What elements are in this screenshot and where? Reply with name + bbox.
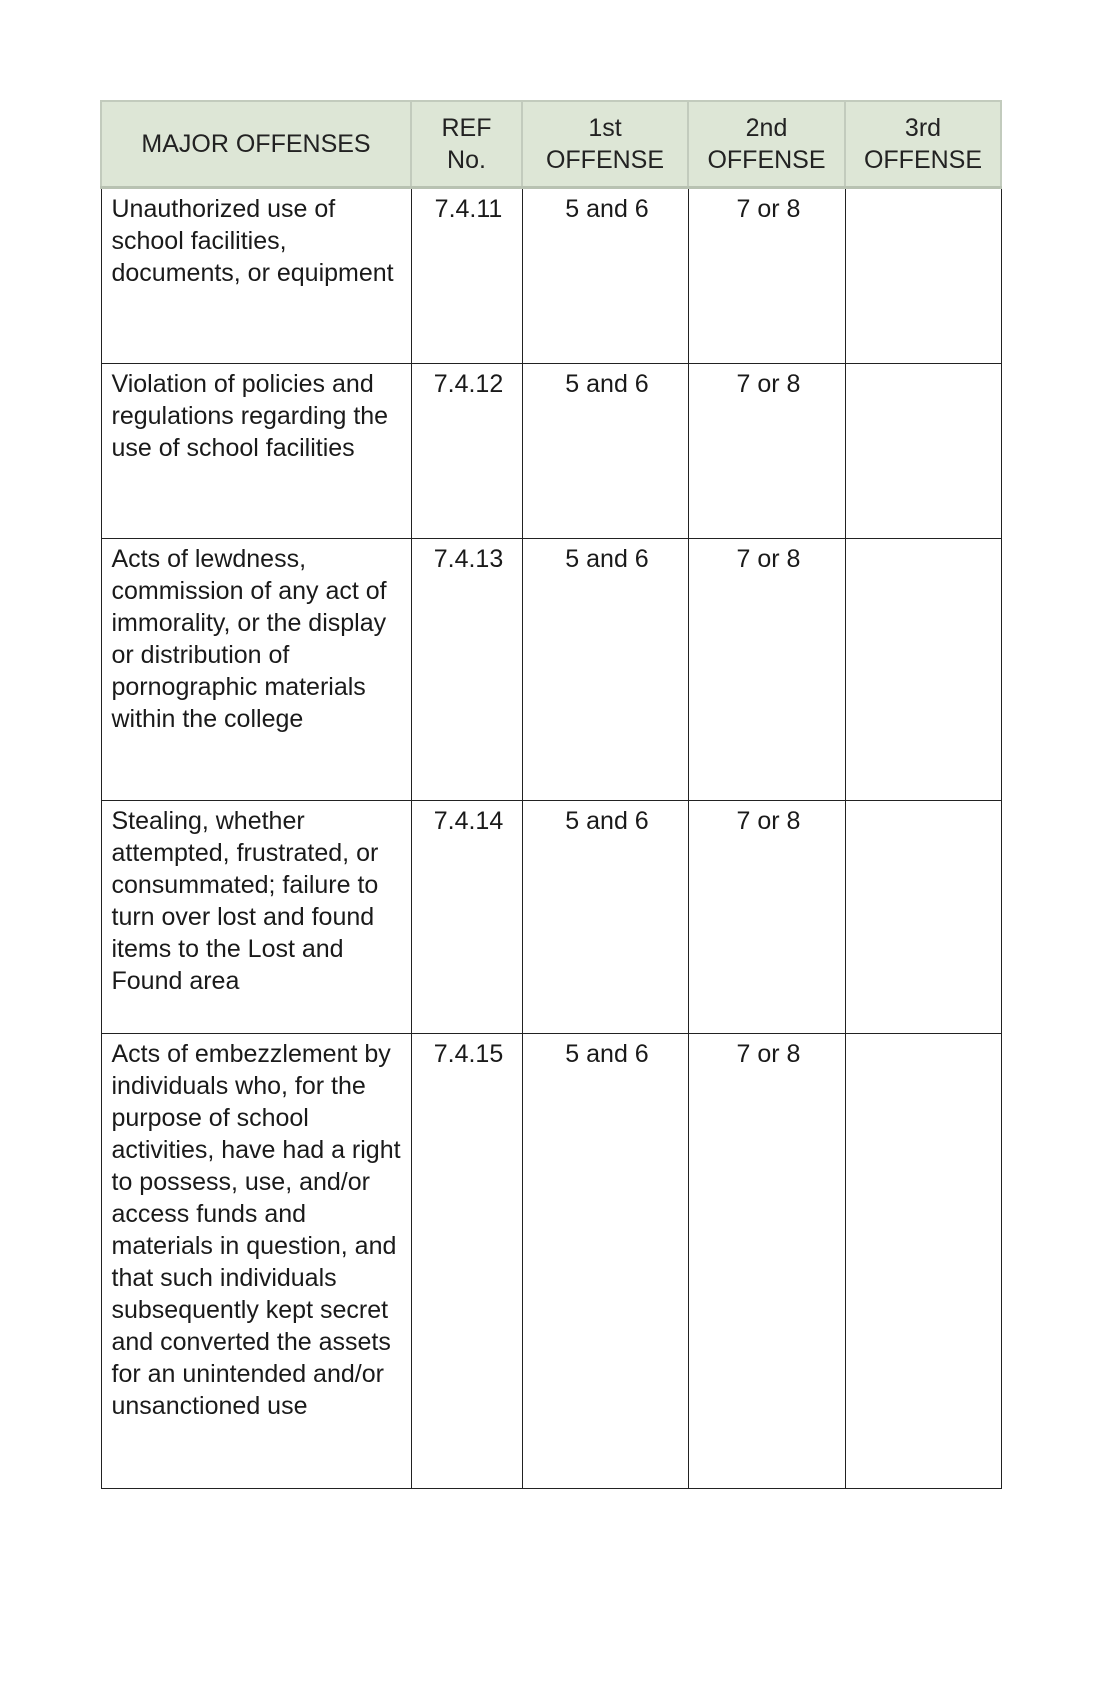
ref-number: 7.4.14 <box>411 801 522 1034</box>
header-third-line2: OFFENSE <box>863 146 983 174</box>
header-first-line2: OFFENSE <box>545 146 665 174</box>
header-third-offense <box>845 101 1001 188</box>
first-offense-sanction: 5 and 6 <box>522 1034 688 1489</box>
offense-description: Stealing, whether attempted, frustrated, or consummated; failure to turn over lost and found items to the Lost and Found area <box>101 801 411 1034</box>
table-row <box>101 188 1001 364</box>
header-first-line1: 1st <box>588 114 622 142</box>
ref-number: 7.4.12 <box>411 364 522 539</box>
table-header-row <box>101 101 1001 188</box>
header-second-offense <box>688 101 845 188</box>
table-row <box>101 801 1001 1034</box>
second-offense-sanction: 7 or 8 <box>688 1034 845 1489</box>
third-offense-sanction <box>845 1034 1001 1489</box>
ref-number: 7.4.13 <box>411 539 522 801</box>
header-major-offenses <box>101 101 411 188</box>
header-ref-line1: REF <box>441 114 492 142</box>
first-offense-sanction: 5 and 6 <box>522 188 688 364</box>
second-offense-sanction: 7 or 8 <box>688 539 845 801</box>
third-offense-sanction <box>845 801 1001 1034</box>
ref-number: 7.4.11 <box>411 188 522 364</box>
second-offense-sanction: 7 or 8 <box>688 188 845 364</box>
third-offense-sanction <box>845 364 1001 539</box>
header-second-line2: OFFENSE <box>707 146 826 174</box>
second-offense-sanction: 7 or 8 <box>688 364 845 539</box>
first-offense-sanction: 5 and 6 <box>522 364 688 539</box>
third-offense-sanction <box>845 188 1001 364</box>
offense-description: Acts of lewdness, commission of any act of immorality, or the display or distribution of pornographic materials within the college <box>101 539 411 801</box>
first-offense-sanction: 5 and 6 <box>522 539 688 801</box>
header-major-offenses-label: MAJOR OFFENSES <box>141 130 371 158</box>
ref-number: 7.4.15 <box>411 1034 522 1489</box>
first-offense-sanction: 5 and 6 <box>522 801 688 1034</box>
header-second-line1: 2nd <box>745 114 788 142</box>
offense-description: Acts of embezzlement by individuals who, for the purpose of school activities, have had a right to possess, use, and/or access funds and materials in question, and that such individuals subsequently kept secret and converted the assets for an unintended and/or unsanctioned use <box>101 1034 411 1489</box>
table-row <box>101 539 1001 801</box>
major-offenses-table <box>100 100 1002 1489</box>
table-row <box>101 1034 1001 1489</box>
second-offense-sanction: 7 or 8 <box>688 801 845 1034</box>
offense-description: Unauthorized use of school facilities, documents, or equipment <box>101 188 411 364</box>
third-offense-sanction <box>845 539 1001 801</box>
table-row <box>101 364 1001 539</box>
header-ref-line2: No. <box>447 146 486 174</box>
header-third-line1: 3rd <box>904 114 942 142</box>
header-ref-no <box>411 101 522 188</box>
offense-description: Violation of policies and regulations regarding the use of school facilities <box>101 364 411 539</box>
header-first-offense <box>522 101 688 188</box>
